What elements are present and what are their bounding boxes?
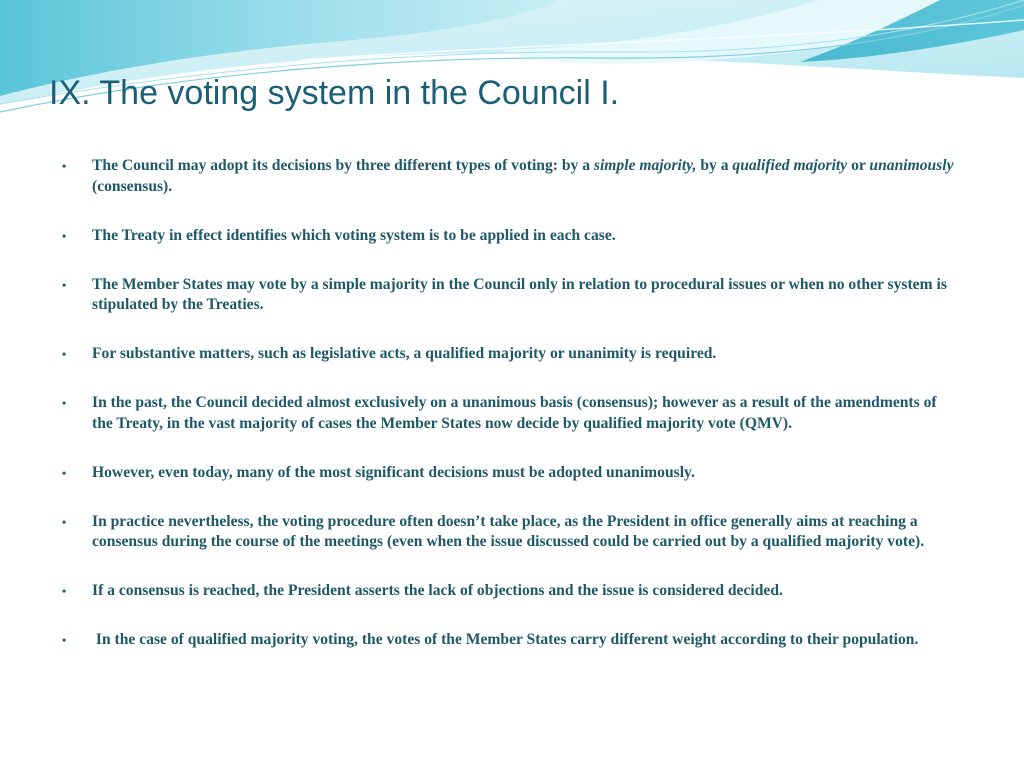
bullet-text-italic: qualified majority xyxy=(732,157,848,174)
bullet-text: The Treaty in effect identifies which voting system is to be applied in each case. xyxy=(92,226,616,244)
bullet-item-9 xyxy=(60,630,960,651)
bullet-item-1 xyxy=(60,156,960,197)
bullet-icon: • xyxy=(62,396,67,410)
bullet-text: In the case of qualified majority voting, the votes of the Member States carry different weight according to their population. xyxy=(92,631,919,648)
bullet-icon: • xyxy=(62,633,67,647)
bullet-text: For substantive matters, such as legislative acts, a qualified majority or unanimity is required. xyxy=(92,345,717,362)
bullet-text-part: The Council may adopt its decisions by three different types of voting: by a xyxy=(92,157,594,174)
bullet-list xyxy=(60,156,960,679)
bullet-text-part: by a xyxy=(696,157,733,174)
bullet-item-6 xyxy=(60,463,960,484)
bullet-text-part: (consensus). xyxy=(92,177,173,195)
bullet-item-4 xyxy=(60,344,960,365)
bullet-icon: • xyxy=(62,465,67,480)
wave-banner-icon xyxy=(0,0,1024,140)
bullet-text-part: or xyxy=(847,157,870,174)
bullet-icon: • xyxy=(62,347,67,361)
bullet-text-italic: unanimously xyxy=(869,157,954,174)
bullet-item-7 xyxy=(60,512,960,553)
bullet-text: In the past, the Council decided almost exclusively on a unanimous basis (consensus); however as a result of the amendments of the Treaty, in the vast majority of cases the Member States now decide by qualified majority vote (QMV). xyxy=(92,394,937,432)
bullet-item-8 xyxy=(60,581,960,602)
bullet-item-3 xyxy=(60,275,960,316)
bullet-icon: • xyxy=(62,277,67,292)
bullet-text: In practice nevertheless, the voting procedure often doesn’t take place, as the President in office generally aims at reaching a consensus during the course of the meetings (even when the issue discussed could be carried out by a qualified majority vote). xyxy=(92,512,925,550)
bullet-text-italic: simple majority, xyxy=(593,157,697,174)
bullet-text: The Member States may vote by a simple majority in the Council only in relation to procedural issues or when no other system is stipulated by the Treaties. xyxy=(92,275,947,313)
bullet-item-2 xyxy=(60,226,960,247)
bullet-item-5 xyxy=(60,393,960,434)
bullet-text: However, even today, many of the most significant decisions must be adopted unanimously. xyxy=(92,463,695,481)
bullet-icon: • xyxy=(62,584,67,598)
bullet-icon: • xyxy=(62,159,67,173)
bullet-icon: • xyxy=(62,228,67,243)
bullet-text: If a consensus is reached, the President asserts the lack of objections and the issue is considered decided. xyxy=(92,582,783,599)
slide-title: IX. The voting system in the Council I. xyxy=(49,74,620,112)
bullet-icon: • xyxy=(62,514,67,529)
